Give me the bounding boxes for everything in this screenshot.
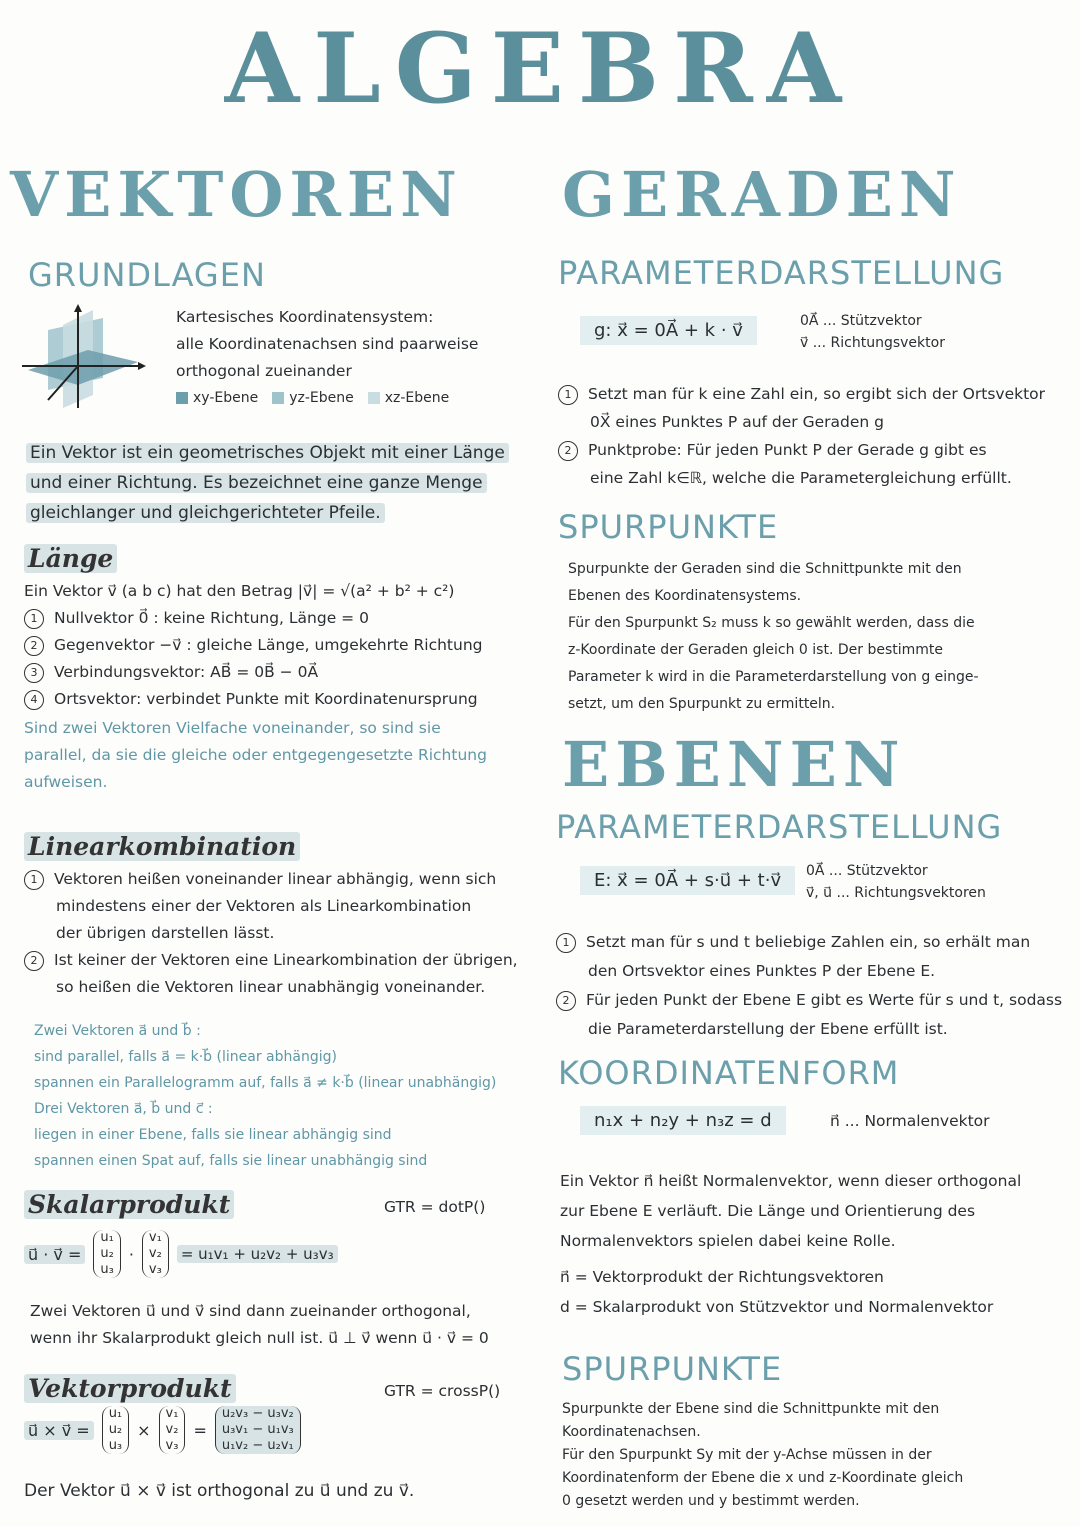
number-badge: 1: [556, 933, 576, 953]
ebenen-spur-heading: SPURPUNKTE: [562, 1350, 783, 1388]
number-badge: 1: [558, 385, 578, 405]
ebenen-items: 1 Setzt man für s und t beliebige Zahlen ein, so erhält man den Ortsvektor eines Punktes P der Ebene E. 2 Für jeden Punkt der Ebene E gibt es Werte für s und t, sodass die Parameterdarstellung der Ebene erfüllt ist.: [556, 928, 1070, 1044]
koordinatenform-heading: KOORDINATENFORM: [558, 1054, 900, 1092]
coord-line: orthogonal zueinander: [176, 362, 352, 380]
list-item: 1 Setzt man für s und t beliebige Zahlen ein, so erhält man: [556, 928, 1070, 957]
ebenen-param-heading: PARAMETERDARSTELLUNG: [556, 808, 1003, 846]
geraden-heading: GERADEN: [562, 158, 962, 231]
skalarprodukt-heading: Skalarprodukt: [24, 1190, 234, 1219]
number-badge: 4: [24, 690, 44, 710]
list-item: 1 Vektoren heißen voneinander linear abhängig, wenn sich: [24, 866, 534, 893]
ebenen-formula: E: x⃗ = 0A⃗ + s·u⃗ + t·v⃗: [580, 866, 795, 895]
list-item: 4 Ortsvektor: verbindet Punkte mit Koordinatenursprung: [24, 686, 529, 713]
vektorprodukt-formula: u⃗ × v⃗ = u₁ u₂ u₃ × v₁ v₂ v₃ = u₂v₃ − u₃v₂ u₃v₁ − u₁v₃ u₁v₂ − u₂v₁: [24, 1406, 301, 1454]
vector-definition: Ein Vektor ist ein geometrisches Objekt mit einer Länge und einer Richtung. Es bezeichnet eine ganze Menge gleichlanger und gleichgerichteter Pfeile.: [26, 438, 531, 528]
list-item: 1 Nullvektor 0⃗ : keine Richtung, Länge = 0: [24, 605, 529, 632]
ebenen-heading: EBENEN: [562, 728, 906, 801]
coordinate-system-icon: [18, 300, 148, 415]
number-badge: 1: [24, 609, 44, 629]
grundlagen-heading: GRUNDLAGEN: [28, 256, 266, 294]
laenge-formula: Ein Vektor v⃗ (a b c) hat den Betrag |v⃗| = √(a² + b² + c²): [24, 582, 455, 600]
number-badge: 3: [24, 663, 44, 683]
legend-item: xz-Ebene: [368, 387, 450, 410]
legend-swatch: [368, 392, 380, 404]
vektorprodukt-heading: Vektorprodukt: [24, 1374, 236, 1403]
gtr-dotp: GTR = dotP(): [384, 1198, 486, 1216]
geraden-spur-heading: SPURPUNKTE: [558, 508, 779, 546]
geraden-notes: 0A⃗ ... Stützvektor v⃗ ... Richtungsvektor: [800, 313, 945, 351]
vector-v: v₁ v₂ v₃: [142, 1230, 169, 1278]
number-badge: 2: [24, 636, 44, 656]
page-title: ALGEBRA: [224, 12, 856, 125]
number-badge: 2: [556, 991, 576, 1011]
laenge-section: [24, 578, 529, 796]
ebenen-spur-text: Spurpunkte der Ebene sind die Schnittpunkte mit den Koordinatenachsen. Für den Spurpunkt Sy mit der y-Achse müssen in der Koordinatenform der Ebene die x und z-Koordinate gleich 0 gesetzt werden und y bestimmt werden.: [562, 1401, 964, 1509]
list-item: 3 Verbindungsvektor: AB⃗ = 0B⃗ − 0A⃗: [24, 659, 529, 686]
legend-item: xy-Ebene: [176, 387, 258, 410]
koordinatenform-formula: n₁x + n₂y + n₃z = d: [580, 1106, 786, 1135]
parallel-note: Sind zwei Vektoren Vielfache voneinander, so sind sie parallel, da sie die gleiche oder entgegengesetzte Richtung aufweisen.: [24, 719, 487, 791]
list-item: 1 Setzt man für k eine Zahl ein, so ergibt sich der Ortsvektor: [558, 380, 1070, 408]
vector-u: u₁ u₂ u₃: [93, 1230, 120, 1278]
linearkombination-section: 1 Vektoren heißen voneinander linear abhängig, wenn sich mindestens einer der Vektoren als Linearkombination der übrigen darstellen lässt. 2 Ist keiner der Vektoren eine Linearkombination der übrigen, so heißen die Vektoren linear unabhängig voneinander.: [24, 866, 534, 1001]
geraden-items: 1 Setzt man für k eine Zahl ein, so ergibt sich der Ortsvektor 0X⃗ eines Punktes P auf der Geraden g 2 Punktprobe: Für jeden Punkt P der Gerade g gibt es eine Zahl k∈ℝ, welche die Parametergleichung erfüllt.: [558, 380, 1070, 492]
number-badge: 2: [558, 441, 578, 461]
legend-item: yz-Ebene: [272, 387, 354, 410]
vektorprodukt-text: Der Vektor u⃗ × v⃗ ist orthogonal zu u⃗ und zu v⃗.: [24, 1481, 415, 1501]
list-item: 2 Für jeden Punkt der Ebene E gibt es Werte für s und t, sodass: [556, 986, 1070, 1015]
cross-result: u₂v₃ − u₃v₂ u₃v₁ − u₁v₃ u₁v₂ − u₂v₁: [215, 1406, 301, 1454]
list-item: 2 Punktprobe: Für jeden Punkt P der Gerade g gibt es: [558, 436, 1070, 464]
geraden-spur-text: Spurpunkte der Geraden sind die Schnittpunkte mit den Ebenen des Koordinatensystems. Für den Spurpunkt S₂ muss k so gewählt werden, dass die z-Koordinate der Geraden gleich 0 ist. Der bestimmte Parameter k wird in die Parameterdarstellung von g einge- setzt, um den Spurpunkt zu ermitteln.: [568, 561, 979, 712]
gtr-crossp: GTR = crossP(): [384, 1382, 501, 1400]
ebenen-notes: 0A⃗ ... Stützvektor v⃗, u⃗ ... Richtungsvektoren: [806, 863, 986, 901]
legend-swatch: [176, 392, 188, 404]
coord-line: Kartesisches Koordinatensystem:: [176, 308, 434, 326]
number-badge: 1: [24, 870, 44, 890]
number-badge: 2: [24, 951, 44, 971]
skalarprodukt-formula: u⃗ · v⃗ = u₁ u₂ u₃ · v₁ v₂ v₃ = u₁v₁ + u₂v₂ + u₃v₃: [24, 1230, 338, 1278]
geraden-param-heading: PARAMETERDARSTELLUNG: [558, 254, 1005, 292]
normalenvektor-note: n⃗ ... Normalenvektor: [830, 1112, 990, 1130]
vector-u: u₁ u₂ u₃: [102, 1406, 129, 1454]
plane-legend: [176, 387, 478, 410]
skalarprodukt-text: Zwei Vektoren u⃗ und v⃗ sind dann zueinander orthogonal, wenn ihr Skalarprodukt gleich null ist. u⃗ ⊥ v⃗ wenn u⃗ · v⃗ = 0: [30, 1302, 489, 1347]
linear-notes: Zwei Vektoren a⃗ und b⃗ : sind parallel, falls a⃗ = k·b⃗ (linear abhängig) spannen ein Parallelogramm auf, falls a⃗ ≠ k·b⃗ (linear unabhängig) Drei Vektoren a⃗, b⃗ und c⃗ : liegen in einer Ebene, falls sie linear abhängig sind spannen einen Spat auf, falls sie linear unabhängig sind: [34, 1023, 497, 1169]
coord-description: [176, 304, 478, 410]
list-item: 2 Gegenvektor −v⃗ : gleiche Länge, umgekehrte Richtung: [24, 632, 529, 659]
list-item: 2 Ist keiner der Vektoren eine Linearkombination der übrigen,: [24, 947, 534, 974]
coord-line: alle Koordinatenachsen sind paarweise: [176, 335, 479, 353]
vector-v: v₁ v₂ v₃: [159, 1406, 186, 1454]
laenge-heading: Länge: [24, 544, 117, 573]
koordinatenform-text: Ein Vektor n⃗ heißt Normalenvektor, wenn dieser orthogonal zur Ebene E verläuft. Die Länge und Orientierung des Normalenvektors spielen dabei keine Rolle. n⃗ = Vektorprodukt der Richtungsvektoren d = Skalarprodukt von Stützvektor und Normalenvektor: [560, 1172, 1022, 1316]
linearkombination-heading: Linearkombination: [24, 832, 300, 861]
geraden-formula: g: x⃗ = 0A⃗ + k · v⃗: [580, 316, 757, 345]
legend-swatch: [272, 392, 284, 404]
vektoren-heading: VEKTOREN: [10, 158, 463, 231]
